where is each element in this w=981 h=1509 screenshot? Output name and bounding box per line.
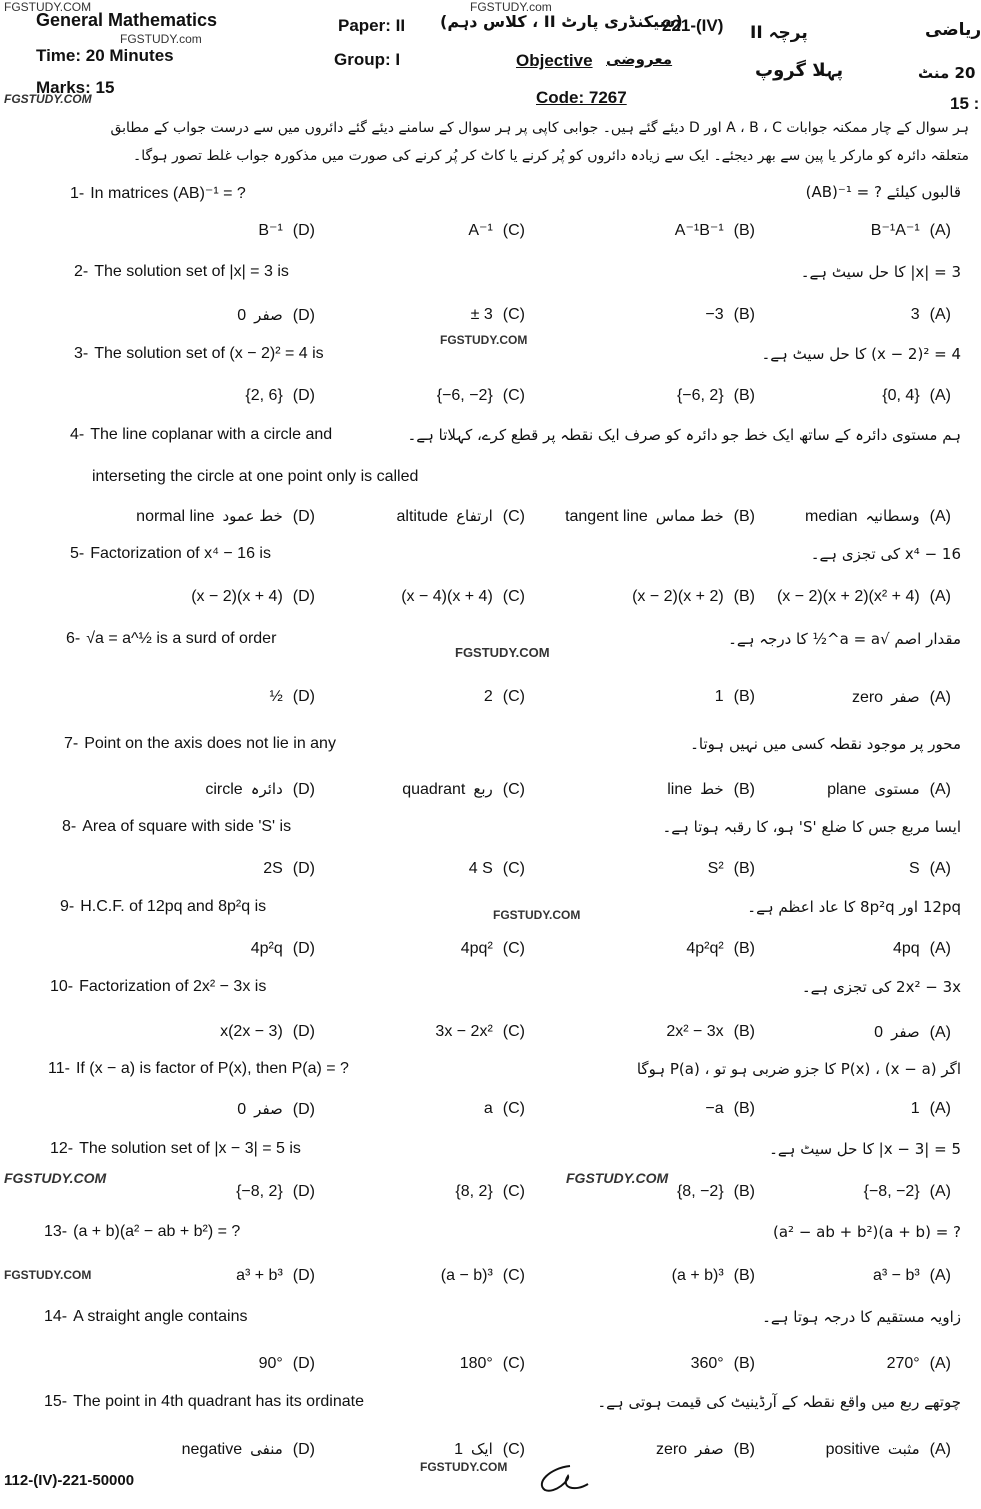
question-urdu: 4 = ²(x − 2) کا حل سیٹ ہے۔ <box>761 345 961 363</box>
group-urdu: پہلا گروپ <box>755 60 844 81</box>
question-number: 3- <box>74 345 89 362</box>
option-value: 4 S <box>468 860 493 877</box>
option-c <box>441 1267 525 1285</box>
option-d <box>136 507 315 526</box>
option-letter: (C) <box>502 781 525 798</box>
code-label: Code: 7267 <box>536 88 627 107</box>
option-a <box>852 688 951 707</box>
instructions-line-2: متعلقہ دائرہ کو مارکر یا پین سے بھر دیجئے۔ ایک سے زیادہ دائروں کو پُر کرنے یا کاٹ کر پُر کرنے کی صورت میں مذکورہ جواب غلط تصور ہوگا۔ <box>133 148 969 164</box>
option-letter: (D) <box>292 588 315 605</box>
objective-urdu: معروضی <box>606 50 673 68</box>
question-text <box>60 898 266 916</box>
option-value: a <box>483 1100 493 1117</box>
option-value: line <box>667 781 693 798</box>
option-a <box>887 1355 951 1373</box>
option-value: (x − 2)(x + 2) <box>632 588 724 605</box>
watermark: FGSTUDY.COM <box>493 908 581 922</box>
option-c <box>401 588 525 606</box>
option-c <box>460 1355 525 1373</box>
option-letter: (B) <box>733 306 755 323</box>
option-value: zero <box>655 1441 688 1458</box>
option-letter: (B) <box>733 940 755 957</box>
watermark: FGSTUDY.COM <box>4 1268 92 1282</box>
option-value: (a − b)³ <box>440 1267 493 1284</box>
option-value: B⁻¹A⁻¹ <box>870 222 920 239</box>
option-letter: (C) <box>502 222 525 239</box>
question-urdu: ہم مستوی دائرہ کے ساتھ ایک خط جو دائرہ کو صرف ایک نقطہ پر قطع کرے، کہلاتا ہے۔ <box>407 426 961 444</box>
question-number: 2- <box>74 263 89 280</box>
option-letter: (D) <box>292 222 315 239</box>
option-d <box>236 1267 315 1285</box>
option-letter: (C) <box>502 688 525 705</box>
question-urdu: قالبوں کیلئے ? = ¹⁻(AB) <box>805 183 961 201</box>
objective-label: Objective <box>516 51 593 70</box>
option-value: {2, 6} <box>245 387 283 404</box>
option-c <box>484 1100 525 1118</box>
question-english: Factorization of 2x² − 3x is <box>79 978 267 995</box>
option-letter: (C) <box>502 1267 525 1284</box>
question-english: Factorization of x⁴ − 16 is <box>90 545 271 562</box>
group-label: Group: I <box>334 50 401 69</box>
option-value: 3 <box>910 306 920 323</box>
option-value: 2 <box>483 688 493 705</box>
question-text <box>50 978 266 996</box>
option-letter: (A) <box>929 387 951 404</box>
option-letter: (A) <box>929 1024 951 1041</box>
option-letter: (B) <box>733 781 755 798</box>
option-value: {−8, 2} <box>236 1183 283 1200</box>
option-value: 4pq <box>892 940 920 957</box>
option-a <box>911 1100 951 1118</box>
option-letter: (D) <box>292 387 315 404</box>
option-c <box>396 507 525 526</box>
paper-urdu: پرچہ II <box>750 23 808 43</box>
option-letter: (A) <box>929 1183 951 1200</box>
watermark: FGSTUDY.COM <box>4 0 92 14</box>
option-letter: (C) <box>502 1441 525 1458</box>
option-value: {0, 4} <box>882 387 920 404</box>
option-letter: (D) <box>292 940 315 957</box>
option-b <box>686 940 755 958</box>
option-value: 2x² − 3x <box>666 1023 724 1040</box>
option-d <box>236 1183 315 1201</box>
option-letter: (B) <box>733 1355 755 1372</box>
question-english: In matrices (AB)⁻¹ = ? <box>90 185 246 202</box>
option-d <box>258 220 315 240</box>
option-value: positive <box>825 1441 880 1458</box>
option-urdu: خط عمود <box>222 507 283 525</box>
option-c <box>461 940 525 958</box>
option-value: x(2x − 3) <box>220 1023 283 1040</box>
option-letter: (A) <box>929 781 951 798</box>
option-value: altitude <box>396 508 449 525</box>
option-urdu: مثبت <box>887 1440 920 1458</box>
question-number: 6- <box>66 630 81 647</box>
question-english: (a + b)(a² − ab + b²) = ? <box>73 1223 241 1240</box>
question-english: Point on the axis does not lie in any <box>84 735 336 752</box>
option-value: zero <box>851 689 884 706</box>
option-letter: (C) <box>502 1100 525 1117</box>
question-english: √a = a^½ is a surd of order <box>86 630 277 647</box>
option-b <box>705 1100 755 1118</box>
option-value: 0 <box>237 307 247 324</box>
option-urdu: مستوی <box>874 780 920 798</box>
option-letter: (D) <box>292 1267 315 1284</box>
option-letter: (C) <box>502 306 525 323</box>
option-letter: (A) <box>929 1100 951 1117</box>
footer-code: 112-(IV)-221-50000 <box>4 1472 135 1489</box>
question-number: 10- <box>50 978 74 995</box>
option-d <box>263 860 315 878</box>
option-value: 270° <box>886 1355 920 1372</box>
question-text <box>70 183 246 203</box>
option-value: 4p²q² <box>686 940 724 957</box>
option-value: A⁻¹ <box>468 222 493 239</box>
signature-icon <box>530 1458 590 1498</box>
marks-urdu: 15 : <box>950 94 980 113</box>
option-b <box>677 387 755 405</box>
option-b <box>632 588 755 606</box>
question-english-line2: interseting the circle at one point only is called <box>92 468 419 485</box>
question-text <box>74 263 289 281</box>
question-number: 8- <box>62 818 77 835</box>
option-d <box>220 1023 315 1041</box>
option-value: (x − 2)(x + 4) <box>191 588 283 605</box>
option-a <box>871 220 951 240</box>
option-value: 90° <box>258 1355 283 1372</box>
option-letter: (B) <box>733 1023 755 1040</box>
option-value: plane <box>827 781 867 798</box>
option-c <box>437 387 525 405</box>
option-urdu: خط مماس <box>655 507 724 525</box>
option-a <box>911 306 951 324</box>
question-number: 11- <box>48 1060 70 1077</box>
question-text <box>44 1308 247 1326</box>
watermark: FGSTUDY.com <box>120 32 202 46</box>
question-english: The solution set of |x| = 3 is <box>94 263 289 280</box>
question-text <box>62 818 291 836</box>
option-letter: (A) <box>929 689 951 706</box>
option-d <box>237 306 315 325</box>
question-text <box>70 545 271 563</box>
option-a <box>777 588 951 606</box>
option-letter: (D) <box>292 1023 315 1040</box>
option-value: 1 <box>454 1441 463 1458</box>
option-letter: (B) <box>733 1100 755 1117</box>
option-letter: (B) <box>733 688 755 705</box>
question-english: H.C.F. of 12pq and 8p²q is <box>80 898 267 915</box>
question-text <box>48 1060 349 1078</box>
question-english: The solution set of (x − 2)² = 4 is <box>94 345 324 362</box>
subject-urdu: ریاضی <box>925 20 981 40</box>
option-d <box>269 688 315 706</box>
question-number: 12- <box>50 1140 74 1157</box>
option-value: A⁻¹B⁻¹ <box>674 222 724 239</box>
option-a <box>826 1440 951 1459</box>
option-value: normal line <box>136 508 215 525</box>
option-value: S <box>909 860 920 877</box>
option-a <box>874 1023 951 1042</box>
paper-label: Paper: II <box>338 16 406 35</box>
option-letter: (D) <box>292 1101 315 1118</box>
option-value: 2S <box>263 860 283 877</box>
option-value: negative <box>181 1441 243 1458</box>
option-c <box>455 1183 525 1201</box>
option-d <box>245 387 315 405</box>
question-urdu: زاویہ مستقیم کا درجہ ہوتا ہے۔ <box>762 1308 961 1326</box>
option-value: 1 <box>910 1100 920 1117</box>
option-value: median <box>805 508 858 525</box>
option-letter: (B) <box>733 588 755 605</box>
question-urdu: اگر (x − a) ، P(x) کا جزو ضربی ہو تو ، P(a) ہوگا <box>636 1060 961 1078</box>
option-value: −a <box>705 1100 724 1117</box>
option-value: ½ <box>269 688 283 705</box>
option-d <box>251 940 315 958</box>
option-a <box>873 1267 951 1285</box>
question-english: The solution set of |x − 3| = 5 is <box>79 1140 301 1157</box>
question-urdu: ? = (a + b)(a² − ab + b²) <box>773 1223 961 1241</box>
question-english: Area of square with side 'S' is <box>82 818 292 835</box>
option-letter: (B) <box>733 508 755 525</box>
option-letter: (D) <box>292 307 315 324</box>
option-value: (x − 2)(x + 2)(x² + 4) <box>776 588 920 605</box>
option-c <box>454 1440 525 1459</box>
question-number: 13- <box>44 1223 68 1240</box>
option-urdu: صفر <box>695 1440 724 1458</box>
option-value: 180° <box>459 1355 493 1372</box>
option-value: quadrant <box>402 781 466 798</box>
option-value: 0 <box>874 1024 884 1041</box>
option-letter: (C) <box>502 387 525 404</box>
option-urdu: ربع <box>473 780 493 798</box>
option-letter: (C) <box>502 1023 525 1040</box>
question-urdu: ایسا مربع جس کا ضلع 'S' ہو، کا رقبہ ہوتا ہے۔ <box>662 818 961 836</box>
option-b <box>705 306 755 324</box>
option-letter: (A) <box>929 222 951 239</box>
option-c <box>435 1023 525 1041</box>
option-letter: (C) <box>502 1355 525 1372</box>
question-urdu: 2x² − 3x کی تجزی ہے۔ <box>801 978 961 996</box>
instructions-line-1: ہر سوال کے چار ممکنہ جوابات A ، B ، C اور D دیئے گئے ہیں۔ جوابی کاپی پر ہر سوال کے سامنے دیئے گئے دائروں میں سے درست جواب کے مطابق <box>110 120 969 136</box>
watermark: FGSTUDY.COM <box>4 92 92 106</box>
option-c <box>469 860 525 878</box>
option-c <box>471 306 525 324</box>
option-letter: (D) <box>292 1355 315 1372</box>
option-value: 4pq² <box>460 940 493 957</box>
option-value: (x − 4)(x + 4) <box>401 588 493 605</box>
question-english: The point in 4th quadrant has its ordinate <box>73 1393 364 1410</box>
option-a <box>882 387 951 405</box>
time-label: Time: 20 Minutes <box>36 46 174 65</box>
watermark: FGSTUDY.COM <box>440 333 528 347</box>
option-value: {−6, 2} <box>676 387 724 404</box>
option-b <box>565 507 755 526</box>
question-text <box>50 1140 301 1158</box>
question-english: The line coplanar with a circle and <box>90 426 333 443</box>
option-letter: (A) <box>929 588 951 605</box>
option-urdu: صفر <box>254 1100 283 1118</box>
option-letter: (C) <box>502 588 525 605</box>
question-text <box>74 345 324 363</box>
option-c <box>402 780 525 799</box>
option-c <box>468 220 525 240</box>
option-letter: (A) <box>929 1355 951 1372</box>
class-urdu: (سیکنڈری پارٹ II ، کلاس دہم) <box>440 12 683 31</box>
option-value: 4p²q <box>250 940 283 957</box>
question-number: 9- <box>60 898 75 915</box>
option-urdu: ایک <box>471 1440 493 1458</box>
option-urdu: ارتفاع <box>456 507 493 525</box>
question-text <box>70 426 332 444</box>
watermark: FGSTUDY.COM <box>455 645 550 660</box>
question-number: 15- <box>44 1393 68 1410</box>
question-urdu: 12pq اور 8p²q کا عاد اعظم ہے۔ <box>747 898 961 916</box>
watermark: FGSTUDY.COM <box>420 1460 508 1474</box>
option-letter: (B) <box>733 860 755 877</box>
question-urdu: 3 = |x| کا حل سیٹ ہے۔ <box>800 263 961 281</box>
option-letter: (A) <box>929 940 951 957</box>
option-b <box>667 780 755 799</box>
option-urdu: صفر <box>254 306 283 324</box>
option-d <box>259 1355 315 1373</box>
option-value: 360° <box>690 1355 724 1372</box>
question-number: 7- <box>64 735 79 752</box>
option-letter: (D) <box>292 1183 315 1200</box>
question-english: A straight angle contains <box>73 1308 248 1325</box>
option-value: circle <box>205 781 243 798</box>
option-a <box>805 507 951 526</box>
option-a <box>864 1183 951 1201</box>
option-value: a³ + b³ <box>236 1267 283 1284</box>
option-letter: (A) <box>929 860 951 877</box>
option-d <box>182 1440 315 1459</box>
option-urdu: صفر <box>891 688 920 706</box>
option-value: 1 <box>714 688 724 705</box>
option-a <box>893 940 951 958</box>
option-a <box>827 780 951 799</box>
option-letter: (B) <box>733 1267 755 1284</box>
option-value: {8, −2} <box>676 1183 724 1200</box>
option-value: tangent line <box>565 508 648 525</box>
option-value: 0 <box>237 1101 247 1118</box>
option-d <box>191 588 315 606</box>
question-number: 1- <box>70 185 85 202</box>
time-urdu: 20 منٹ <box>918 64 976 82</box>
question-text <box>44 1393 364 1411</box>
option-c <box>484 688 525 706</box>
option-letter: (B) <box>733 387 755 404</box>
option-letter: (C) <box>502 1183 525 1200</box>
option-letter: (A) <box>929 1267 951 1284</box>
subject-title: General Mathematics <box>36 10 218 30</box>
question-urdu: 5 = |x − 3| کا حل سیٹ ہے۔ <box>769 1140 961 1158</box>
question-number: 4- <box>70 426 85 443</box>
marks-label: Marks: 15 <box>36 78 115 97</box>
option-letter: (C) <box>502 860 525 877</box>
option-value: ± 3 <box>470 306 493 323</box>
option-value: S² <box>707 860 724 877</box>
option-letter: (D) <box>292 508 315 525</box>
question-text <box>64 735 336 753</box>
option-b <box>677 1183 755 1201</box>
option-b <box>656 1440 755 1459</box>
option-urdu: خط <box>700 780 724 798</box>
option-b <box>715 688 755 706</box>
option-value: {−6, −2} <box>436 387 493 404</box>
question-urdu: مقدار اصم √a = a^½ کا درجہ ہے۔ <box>728 630 961 648</box>
question-urdu: محور پر موجود نقطہ کسی میں نہیں ہوتا۔ <box>690 735 961 753</box>
option-letter: (D) <box>292 1441 315 1458</box>
option-b <box>708 860 755 878</box>
option-letter: (A) <box>929 306 951 323</box>
option-letter: (A) <box>929 1441 951 1458</box>
option-urdu: وسطانیہ <box>865 507 920 525</box>
option-d <box>237 1100 315 1119</box>
paper-code: 221-(IV) <box>662 16 724 35</box>
option-urdu: منفی <box>250 1440 283 1458</box>
option-value: {8, 2} <box>455 1183 493 1200</box>
watermark: FGSTUDY.com <box>470 0 552 14</box>
option-value: B⁻¹ <box>258 222 283 239</box>
option-a <box>909 860 951 878</box>
option-value: {−8, −2} <box>863 1183 920 1200</box>
option-letter: (B) <box>733 1183 755 1200</box>
option-letter: (B) <box>733 1441 755 1458</box>
option-letter: (C) <box>502 508 525 525</box>
question-urdu: x⁴ − 16 کی تجزی ہے۔ <box>810 545 961 563</box>
option-letter: (C) <box>502 940 525 957</box>
option-b <box>666 1023 755 1041</box>
option-value: 3x − 2x² <box>435 1023 493 1040</box>
question-text <box>44 1223 240 1241</box>
option-d <box>205 780 315 799</box>
option-letter: (D) <box>292 781 315 798</box>
question-urdu: چوتھے ربع میں واقع نقطہ کے آرڈینیٹ کی قیمت ہوتی ہے۔ <box>597 1393 961 1411</box>
watermark: FGSTUDY.COM <box>566 1170 669 1186</box>
option-letter: (D) <box>292 860 315 877</box>
question-number: 5- <box>70 545 85 562</box>
option-letter: (A) <box>929 508 951 525</box>
option-urdu: صفر <box>891 1023 920 1041</box>
option-urdu: دائرہ <box>250 780 283 798</box>
question-number: 14- <box>44 1308 68 1325</box>
question-text <box>66 630 276 648</box>
option-b <box>691 1355 755 1373</box>
option-b <box>675 220 755 240</box>
option-value: (a + b)³ <box>671 1267 724 1284</box>
option-letter: (D) <box>292 688 315 705</box>
option-letter: (B) <box>733 222 755 239</box>
option-value: −3 <box>705 306 724 323</box>
watermark: FGSTUDY.COM <box>4 1170 107 1186</box>
question-english: If (x − a) is factor of P(x), then P(a) = ? <box>75 1060 349 1077</box>
option-value: a³ − b³ <box>872 1267 920 1284</box>
option-b <box>672 1267 755 1285</box>
